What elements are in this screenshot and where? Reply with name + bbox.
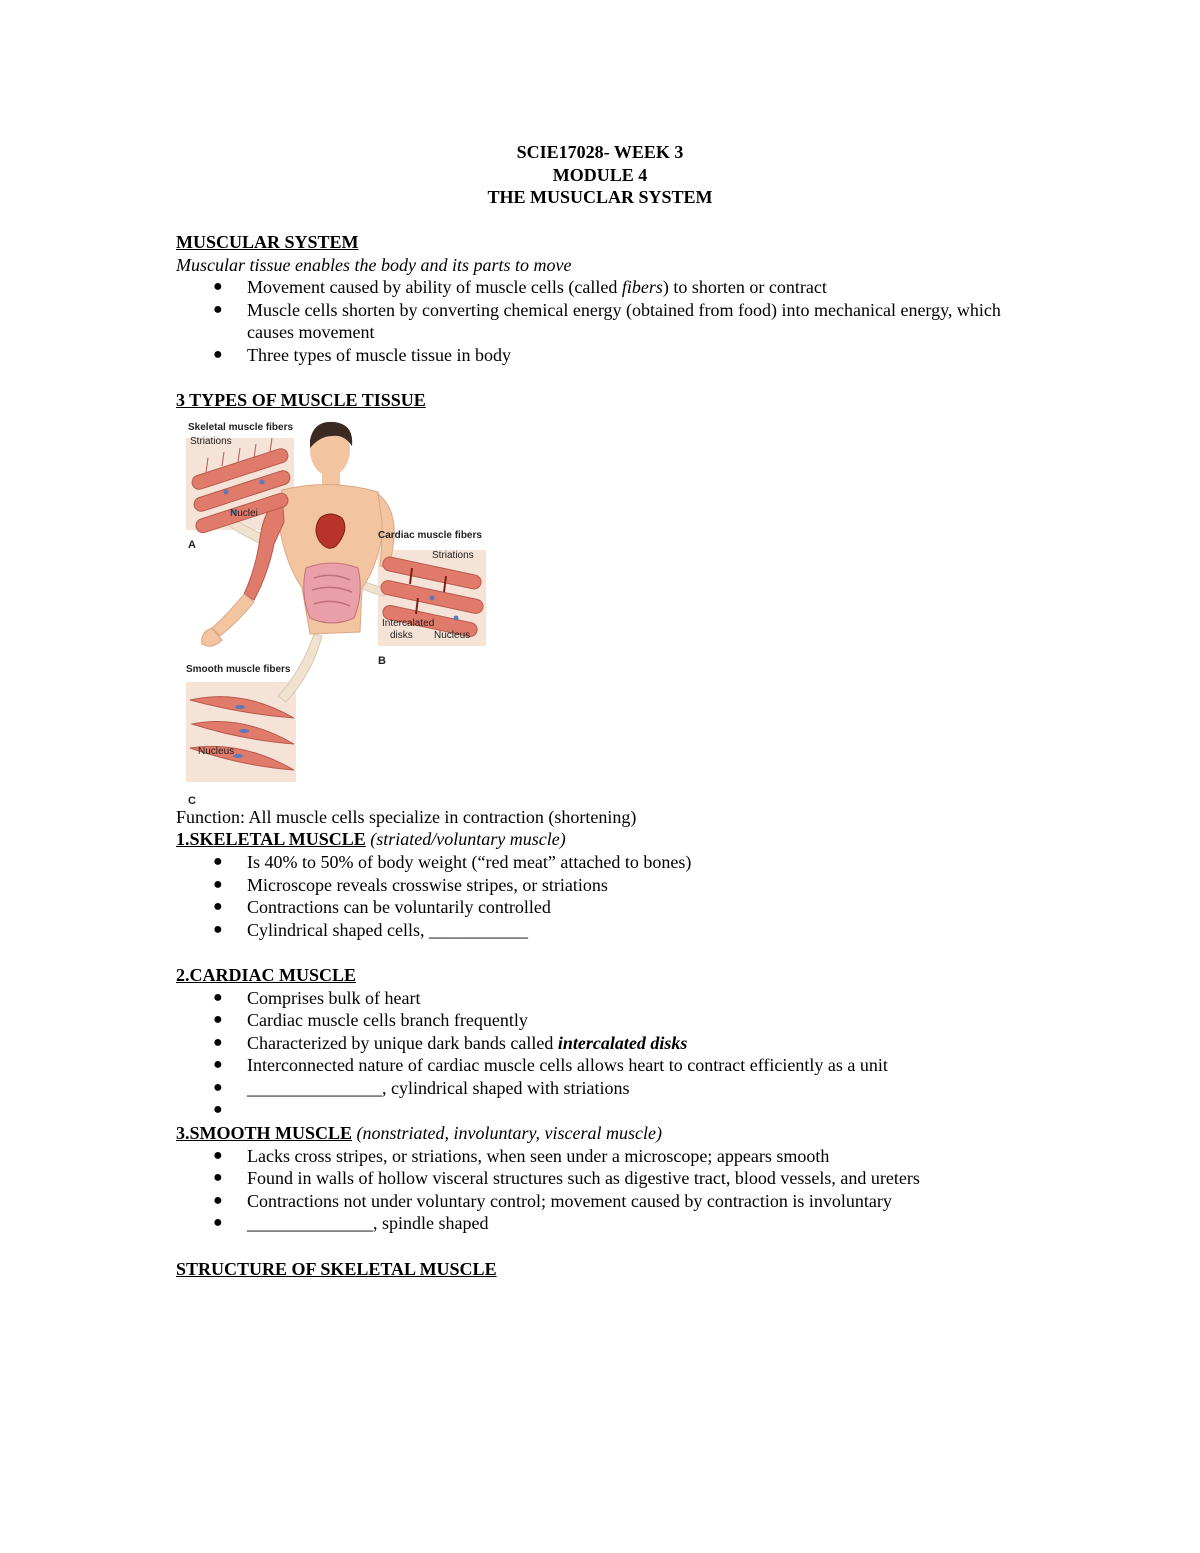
list-item: ● Cardiac muscle cells branch frequently — [213, 1010, 528, 1031]
bullet-icon: ● — [213, 1214, 223, 1232]
types-heading: 3 TYPES OF MUSCLE TISSUE — [176, 390, 426, 411]
list-item: ● ______________, spindle shaped — [213, 1213, 489, 1234]
bullet-icon: ● — [213, 1011, 223, 1029]
bullet-icon: ● — [213, 852, 223, 870]
list-item: ● Lacks cross stripes, or striations, when seen under a microscope; appears smooth — [213, 1145, 830, 1166]
list-item: ● Comprises bulk of heart — [213, 987, 421, 1008]
cardiac-disks-label-2: disks — [390, 629, 413, 641]
bullet-icon: ● — [213, 1056, 223, 1074]
intercalated-disks-term: intercalated disks — [557, 1032, 688, 1053]
bullet-text-part: Movement caused by ability of muscle cells (called — [247, 277, 622, 298]
list-item: ● Is 40% to 50% of body weight (“red meat” attached to bones) — [213, 851, 692, 872]
list-item: ● _______________, cylindrical shaped with striations — [213, 1077, 630, 1098]
bullet-icon: ● — [213, 300, 223, 318]
list-item: ● Interconnected nature of cardiac muscle cells allows heart to contract efficiently as a unit — [213, 1055, 888, 1076]
bullet-text: Three types of muscle tissue in body — [247, 344, 511, 365]
function-line: Function: All muscle cells specialize in contraction (shortening) — [176, 806, 637, 827]
cardiac-nucleus-label: Nucleus — [434, 629, 471, 641]
bullet-icon: ● — [213, 898, 223, 916]
empty-list-item — [176, 1099, 1036, 1122]
panel-letter-a: A — [188, 538, 196, 551]
bullet-text: Muscle cells shorten by converting chemical energy (obtained from food) into mechanical energy, which causes movement — [247, 299, 1001, 343]
smooth-fibers-label: Smooth muscle fibers — [186, 663, 291, 675]
structure-heading: STRUCTURE OF SKELETAL MUSCLE — [176, 1258, 497, 1279]
bullet-icon: ● — [213, 875, 223, 893]
cardiac-fibers-label: Cardiac muscle fibers — [378, 529, 482, 541]
fibers-term: fibers — [621, 277, 663, 298]
bullet-icon: ● — [213, 988, 223, 1006]
skeletal-heading: 1.SKELETAL MUSCLE — [176, 829, 366, 850]
neck — [322, 472, 340, 486]
skeletal-qualifier: (striated/voluntary muscle) — [365, 829, 566, 850]
course-code-line: SCIE17028- WEEK 3 — [516, 142, 684, 162]
list-item — [176, 344, 1036, 367]
list-item: ● Found in walls of hollow visceral structures such as digestive tract, blood vessels, and ureters — [213, 1168, 920, 1189]
bullet-icon: ● — [213, 1169, 223, 1187]
cardiac-disks-label-1: Intercalated — [382, 617, 435, 629]
list-item: ● Contractions not under voluntary control; movement caused by contraction is involuntary — [213, 1190, 892, 1211]
cardiac-heading: 2.CARDIAC MUSCLE — [176, 964, 357, 985]
skeletal-list — [176, 851, 1036, 941]
bullet-icon: ● — [213, 1033, 223, 1051]
bullet-icon: ● — [213, 1078, 223, 1096]
skeletal-fibers-label: Skeletal muscle fibers — [188, 421, 294, 433]
skeletal-striations-label: Striations — [190, 435, 232, 447]
intestines — [304, 563, 361, 623]
panel-letter-c: C — [188, 794, 196, 807]
list-item: ● Characterized by unique dark bands called intercalated disks — [213, 1032, 688, 1053]
bullet-icon: ● — [213, 278, 223, 296]
bullet-icon: ● — [213, 1191, 223, 1209]
muscle-types-figure — [182, 418, 512, 806]
smooth-heading-row — [176, 1122, 1036, 1145]
muscular-system-intro: Muscular tissue enables the body and its parts to move — [176, 254, 572, 275]
cardiac-list — [176, 987, 1036, 1123]
bullet-icon: ● — [213, 1146, 223, 1164]
bullet-icon: ● — [213, 345, 223, 363]
bullet-icon: ● — [213, 920, 223, 938]
muscular-system-heading: MUSCULAR SYSTEM — [176, 232, 359, 252]
bullet-text-part: ) to shorten or contract — [662, 277, 827, 298]
smooth-list — [176, 1145, 1036, 1235]
skeletal-heading-row — [176, 828, 1036, 851]
smooth-nucleus-label: Nucleus — [198, 745, 235, 757]
cardiac-striations-label: Striations — [432, 549, 474, 561]
skeletal-nuclei-label: Nuclei — [230, 507, 258, 519]
list-item — [176, 299, 1036, 344]
topic-title-line: THE MUSUCLAR SYSTEM — [487, 187, 713, 207]
list-item: ● Contractions can be voluntarily controlled — [213, 897, 551, 918]
smooth-heading: 3.SMOOTH MUSCLE — [176, 1123, 353, 1144]
smooth-qualifier: (nonstriated, involuntary, visceral muscle) — [352, 1123, 662, 1144]
module-line: MODULE 4 — [552, 164, 648, 185]
list-item — [176, 276, 1036, 299]
panel-letter-b: B — [378, 654, 386, 667]
muscular-system-list — [176, 276, 1036, 366]
list-item: ● Microscope reveals crosswise stripes, or striations — [213, 874, 608, 895]
bullet-icon: ● — [213, 1101, 223, 1119]
document-body — [176, 231, 1036, 1280]
document-title-block — [0, 141, 1200, 209]
left-forearm — [212, 594, 254, 636]
list-item: ● Cylindrical shaped cells, ___________ — [213, 919, 528, 940]
